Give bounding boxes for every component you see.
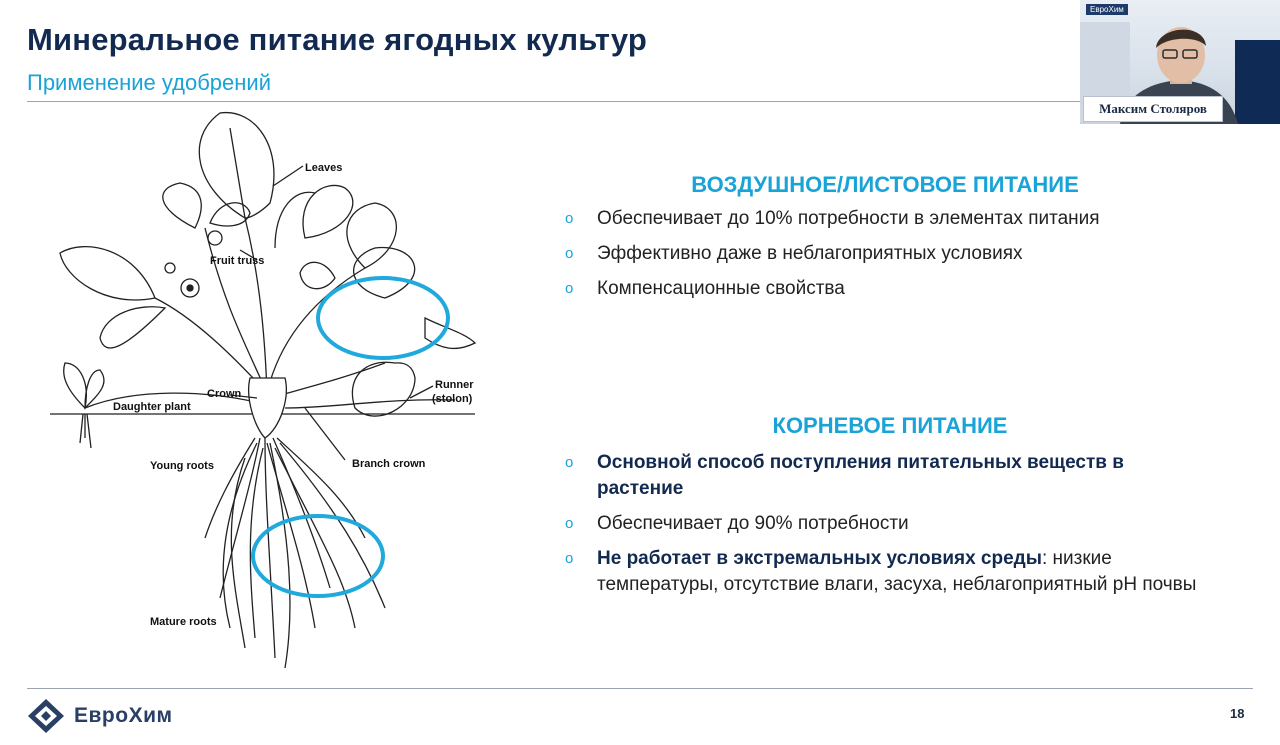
leaf	[352, 362, 415, 416]
bullet-circle-icon: o	[565, 210, 574, 227]
foliar-highlight-ellipse	[318, 278, 448, 358]
leaf	[300, 262, 335, 288]
daughter-roots	[80, 414, 91, 448]
list-item: o Обеспечивает до 10% потребности в элементах питания	[565, 206, 1205, 232]
bullet-circle-icon: o	[565, 454, 574, 471]
root	[275, 448, 355, 628]
label-daughter-plant: Daughter plant	[113, 401, 191, 413]
page-number: 18	[1230, 706, 1245, 721]
footer-divider	[27, 688, 1253, 689]
root-highlight-ellipse	[253, 516, 383, 596]
bullet-circle-icon: o	[565, 515, 574, 532]
bullet-circle-icon: o	[565, 280, 574, 297]
leaf	[100, 307, 165, 348]
foliar-heading: ВОЗДУШНОЕ/ЛИСТОВОЕ ПИТАНИЕ	[691, 172, 1079, 197]
slide-title: Минеральное питание ягодных культур	[27, 22, 648, 57]
list-item: o Компенсационные свойства	[565, 276, 1205, 302]
label-fruit-truss: Fruit truss	[210, 255, 265, 267]
stem	[205, 228, 267, 393]
title-divider	[27, 101, 1080, 102]
root	[265, 438, 275, 658]
leaf	[163, 183, 201, 228]
stem	[270, 363, 385, 398]
list-item: o Эффективно даже в неблагоприятных условиях	[565, 241, 1205, 267]
root	[205, 438, 255, 538]
flower	[165, 263, 175, 273]
label-mature-roots: Mature roots	[150, 616, 217, 628]
list-item: o Основной способ поступления питательных веществ в растение	[565, 452, 1124, 499]
list-item: o Не работает в экстремальных условиях среды: низкие температуры, отсутствие влаги, засуха, неблагоприятный рН почвы	[565, 548, 1197, 595]
root	[270, 443, 290, 668]
label-branch-crown: Branch crown	[352, 458, 426, 470]
presenter-name-tag: Максим Столяров	[1083, 96, 1223, 122]
runner	[285, 400, 455, 408]
root-heading: КОРНЕВОЕ ПИТАНИЕ	[772, 413, 1008, 438]
footer-logo-text: ЕвроХим	[74, 704, 173, 727]
label-stolon: (stolon)	[432, 393, 473, 405]
flower	[208, 231, 222, 245]
leaf	[347, 203, 396, 268]
daughter-leaf	[64, 363, 87, 408]
stem	[245, 218, 267, 393]
label-young-roots: Young roots	[150, 460, 214, 472]
bullet-circle-icon: o	[565, 245, 574, 262]
slide-subtitle: Применение удобрений	[27, 70, 272, 95]
video-brand-badge: ЕвроХим	[1086, 4, 1128, 15]
label-runner: Runner	[435, 379, 474, 391]
foliar-list	[565, 206, 1205, 311]
root-list	[565, 450, 1205, 607]
label-leaves: Leaves	[305, 162, 343, 174]
strawberry-plant-diagram	[45, 108, 485, 678]
crown	[249, 378, 287, 438]
root	[267, 443, 315, 628]
list-item: o Обеспечивает до 90% потребности	[565, 511, 1205, 537]
label-crown: Crown	[207, 388, 242, 400]
leaf	[303, 185, 353, 238]
bullet-circle-icon: o	[565, 550, 574, 567]
leaf	[60, 247, 155, 300]
